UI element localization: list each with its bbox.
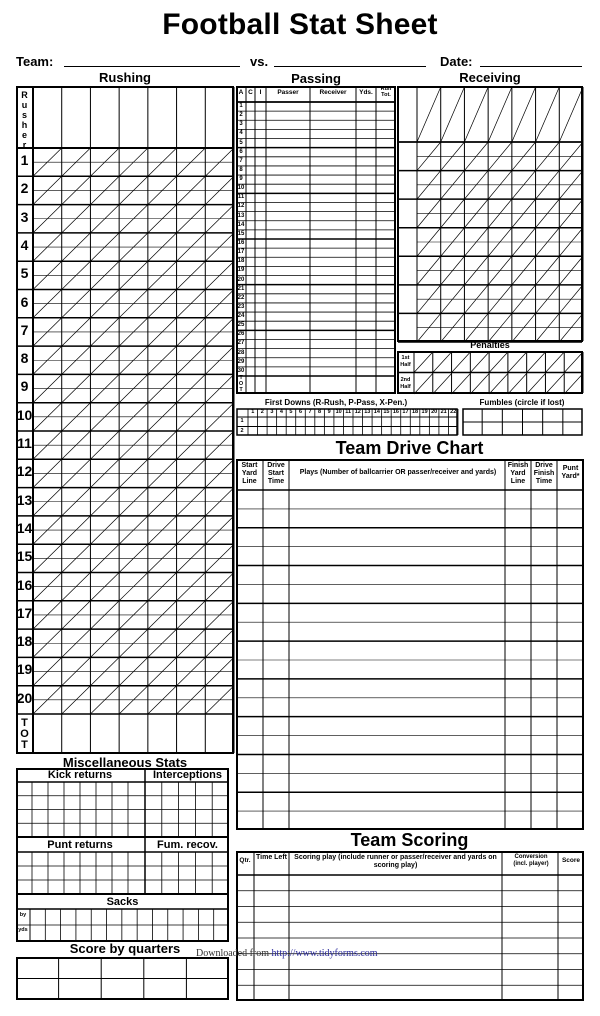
rushing-row-number: 9 [20,378,29,395]
passing-row-number: 3 [239,121,243,128]
passing-row-number: 19 [237,267,245,274]
first-down-number: 10 [335,409,342,415]
penalties-diagonal [564,374,583,395]
passing-row-number: 30 [237,367,245,374]
passing-row-number: 29 [237,358,245,365]
rushing-border [17,87,233,753]
penalties-heading: Penalties [470,340,510,350]
rushing-row-number: 1 [20,152,29,168]
first-down-number: 13 [364,409,371,415]
score-col-header: Score [561,857,581,864]
passing-row-number: 22 [237,294,245,301]
penalties-diagonal [527,374,546,395]
rushing-row-number: 10 [16,406,33,423]
passing-row-number: 9 [239,176,243,183]
receiving-diagonal [536,87,560,142]
penalties-diagonal [508,352,527,373]
passing-row-number: 28 [237,349,245,356]
team-scoring-grid [236,851,584,1001]
yards-col-header: Yds. [359,89,373,96]
sacks-yds-label: yds [18,927,28,933]
first-down-number: 21 [440,409,447,415]
first-down-number: 4 [279,409,283,415]
drive-start-header: Drive Start Time [267,462,285,485]
rushing-row-number: 18 [16,633,33,650]
first-down-number: 2 [260,409,264,415]
passing-row-number: 15 [237,230,245,237]
drive-chart-grid [236,459,584,830]
first-downs-heading: First Downs (R-Rush, P-Pass, X-Pen.) [264,398,408,407]
receiving-table [397,86,583,342]
passing-heading: Passing [291,71,341,86]
fumbles-table [462,408,583,436]
conversion-col-header [504,854,558,868]
team-scoring-table [236,851,584,1001]
rushing-row-number: 11 [17,435,32,451]
passer-col-header: Passer [277,89,299,96]
misc-stats-heading: Miscellaneous Stats [62,755,188,770]
first-down-number: 19 [421,409,428,415]
score-by-quarters-table [16,957,229,1000]
fumbles-heading: Fumbles (circle if lost) [479,398,565,407]
passing-row-number: 26 [237,331,245,338]
rushing-row-number: 6 [20,293,29,310]
penalties-diagonal [489,374,508,395]
first-downs-table [236,408,458,436]
rushing-row-number: 19 [16,661,33,678]
first-down-number: 20 [431,409,438,415]
team-scoring-heading: Team Scoring [350,830,469,850]
rushing-row-number: 13 [16,491,33,508]
passing-row-number: 2 [239,112,243,119]
receiving-heading: Receiving [459,70,521,85]
rushing-row-number: 12 [16,463,33,480]
drive-chart-heading: Team Drive Chart [335,438,484,458]
rushing-grid [16,86,234,754]
first-down-number: 11 [345,409,352,415]
download-footer [196,948,378,959]
punt-returns-label: Punt returns [47,839,113,851]
penalties-diagonal [564,352,583,373]
finish-yard-header: Finish Yard Line [507,462,529,485]
first-down-number: 18 [411,409,419,415]
passing-row-number: 27 [237,340,245,347]
time-left-col-header: Time Left [256,854,287,861]
passing-row-number: 18 [237,258,245,265]
quarter-col-header: Qtr. [239,857,251,864]
penalties-diagonal [489,352,508,373]
first-down-number: 6 [298,409,303,415]
scoring-play-col-header: Scoring play (include runner or passer/receiver and yards on scoring play) [294,854,497,869]
passing-row-number: 24 [237,313,245,320]
penalties-diagonal [470,374,489,395]
penalties-grid [397,351,583,394]
rushing-row-number: 15 [16,548,33,565]
rushing-row-number: 20 [16,689,33,706]
date-label: Date: [440,54,473,69]
passing-table [236,86,396,394]
penalties-diagonal [433,352,452,373]
receiving-diagonal [488,87,512,142]
completion-col-header: C [248,89,253,96]
passing-row-number: 23 [237,303,245,310]
drive-finish-header: Drive Finish Time [533,462,555,485]
passing-row-number: 11 [237,194,245,201]
rushing-heading: Rushing [99,70,151,85]
vs-label: vs. [250,54,269,69]
passing-row-number: 25 [237,322,245,329]
passing-row-number: 6 [239,148,243,155]
drive-chart-table [236,459,584,830]
first-down-number: 15 [383,409,390,415]
passing-row-number: 20 [237,276,245,283]
first-down-number: 17 [402,409,409,415]
first-down-number: 1 [251,409,255,415]
receiving-diagonal [464,87,488,142]
run-total-col-header: Run Tot. [380,86,392,98]
first-down-number: 12 [354,409,361,415]
rushing-total-label: T O T [20,717,29,751]
receiving-diagonal [417,87,441,142]
rushing-row-number: 7 [20,321,29,338]
misc-stats-table [16,768,229,942]
passing-row-number: 7 [239,157,243,164]
rushing-row-number: 3 [20,208,29,225]
rushing-table [16,86,234,754]
passing-total-label: T O T [238,375,244,393]
misc-stats-border [17,769,228,941]
sacks-by-label: by [19,912,27,918]
first-down-row-number: 2 [240,427,244,434]
rushing-row-number: 5 [20,265,29,282]
passing-row-number: 5 [239,139,243,146]
penalties-diagonal [508,374,527,395]
penalties-diagonal [527,352,546,373]
receiver-col-header: Receiver [319,89,347,96]
start-yard-header: Start Yard Line [241,462,258,485]
second-half-label: 2nd Half [400,377,411,390]
attempt-col-header: A [238,89,244,96]
team-label: Team: [16,54,54,69]
punt-yard-header: Punt Yard* [561,465,580,480]
interceptions-label: Interceptions [152,769,223,781]
conversion-label: Conversion [514,854,548,860]
footer-link[interactable]: http://www.tidyforms.com [271,948,378,959]
rushing-row-number: 14 [16,519,33,536]
receiving-diagonal [441,87,465,142]
first-down-number: 3 [270,409,274,415]
receiving-diagonal [512,87,536,142]
receiving-grid [397,86,583,342]
penalties-diagonal [433,374,452,395]
team-field[interactable] [64,66,240,67]
passing-grid [236,86,396,394]
passing-row-number: 12 [237,203,245,210]
rushing-row-number: 4 [20,236,29,253]
first-half-label: 1st Half [400,355,411,368]
score-by-quarters-heading: Score by quarters [69,941,181,956]
interception-col-header: I [259,89,262,96]
passing-row-number: 10 [237,185,245,192]
rushing-row-number: 16 [16,576,33,593]
conversion-sub-label: (incl. player) [513,861,549,867]
first-down-number: 16 [392,409,399,415]
rusher-label: R u s h e r [21,90,28,150]
opponent-field[interactable] [274,66,426,67]
penalties-diagonal [414,374,433,395]
kick-returns-label: Kick returns [47,769,113,781]
score-by-quarters-grid [16,957,229,1000]
first-down-number: 22 [450,409,457,415]
first-down-number: 8 [318,409,322,415]
penalties-diagonal [545,374,564,395]
passing-border [237,87,395,393]
page-title: Football Stat Sheet [162,8,438,41]
passing-row-number: 8 [239,166,243,173]
first-down-number: 7 [308,409,312,415]
passing-row-number: 1 [239,103,243,109]
penalties-diagonal [414,352,433,373]
penalties-diagonal [452,374,471,395]
rushing-row-number: 8 [20,350,29,367]
penalties-table [397,351,583,394]
rushing-row-number: 2 [20,180,29,197]
first-down-row-number: 1 [240,418,244,424]
passing-row-number: 17 [237,249,245,256]
passing-row-number: 4 [239,130,243,137]
fumbles-grid [462,408,583,436]
passing-row-number: 13 [237,212,245,219]
receiving-diagonal [559,87,583,142]
penalties-diagonal [452,352,471,373]
rushing-row-number: 17 [16,604,33,621]
penalties-diagonal [470,352,489,373]
date-field[interactable] [480,66,582,67]
fumble-recoveries-label: Fum. recov. [157,839,218,851]
penalties-diagonal [545,352,564,373]
sacks-label: Sacks [106,896,139,908]
plays-header: Plays (Number of ballcarrier OR passer/receiver and yards) [299,469,497,476]
first-down-number: 9 [327,409,331,415]
footer-prefix: Downloaded from [196,948,270,959]
first-down-number: 5 [289,409,293,415]
misc-stats-grid [16,768,229,942]
passing-row-number: 14 [237,221,245,228]
first-down-number: 14 [373,409,380,415]
passing-row-number: 16 [237,240,245,246]
passing-row-number: 21 [237,285,245,292]
